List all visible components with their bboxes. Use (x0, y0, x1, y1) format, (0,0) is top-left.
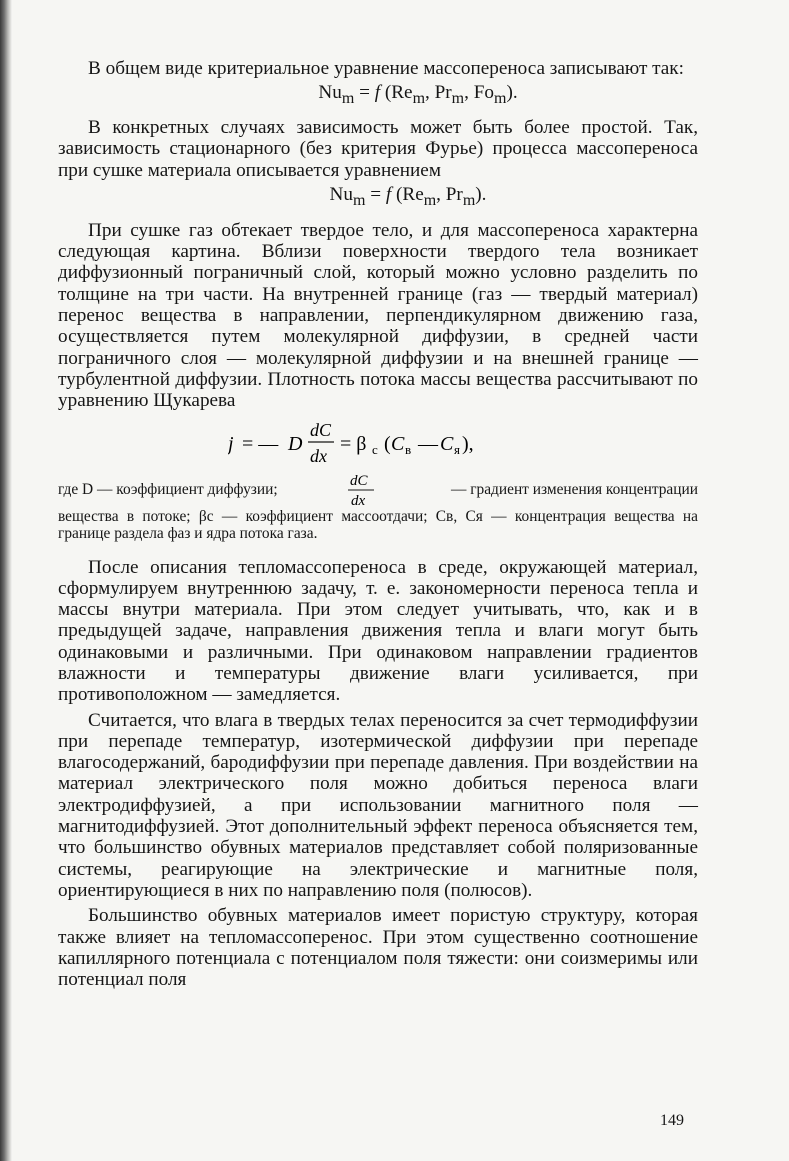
svg-text:= β: = β (340, 432, 367, 455)
svg-text:dC: dC (310, 419, 332, 440)
svg-text:C: C (391, 432, 405, 455)
formula-num-re-pr-fo: $Nu_m = f$ ($Re_m$, $Pr_m$, $Fo_m$). (318, 82, 518, 108)
page-body (58, 58, 698, 990)
formula-shchukarev (58, 418, 698, 470)
svg-text:dC: dC (350, 472, 368, 489)
paragraph-internal-problem: После описания тепломассопереноса в среде, окружающей материал, сформулируем внутреннюю задачу, т. е. закономерности переноса тепла и массы внутри материала. При этом следует учитывать, что, как и в предыдущей задаче, направления движения тепла и влаги могут быть одинаковыми и различными. При одинаковом направлении градиентов влажности и температуры движение влаги усиливается, при противоположном — замедляется. (58, 556, 698, 706)
formula-num-re-pr: $Nu_m = f$ ($Re_m$, $Pr_m$). (329, 184, 487, 209)
paragraph-criterial-equation: В общем виде критериальное уравнение массопереноса записывают так: (88, 58, 684, 79)
svg-text:dx: dx (310, 445, 327, 466)
footnote-lead: где D — коэффициент диффузии; (58, 480, 278, 498)
svg-text:dx: dx (351, 492, 366, 508)
paragraph-drying-gas: При сушке газ обтекает твердое тело, и для массопереноса характерна следующая картина. Вблизи поверхности твердого тела возникает диффузионный пограничный слой, который можно условно разделить по толщине на три части. На внутренней границе (газ — твердый материал) перенос вещества в направлении, перпендикулярном движению газа, осуществляется путем молекулярной диффузии, в средней части пограничного слоя — молекулярной диффузии и на внешней границе — турбулентной диффузии. Плотность потока массы вещества рассчитывают по уравнению Щукарева (58, 219, 698, 412)
paragraph-porous-structure: Большинство обувных материалов имеет пористую структуру, которая также влияет на тепломассоперенос. При этом существенно соотношение капиллярного потенциала с потенциалом поля тяжести: они соизмеримы или потенциал поля (58, 905, 698, 991)
svg-text:—: — (418, 432, 438, 455)
footnote-definitions (58, 472, 698, 543)
svg-text:= —: = — (242, 432, 279, 455)
svg-text:c: c (372, 441, 378, 457)
svg-text:я: я (454, 441, 460, 457)
footnote-rest: вещества в потоке; βc — коэффициент массоотдачи; Cв, Cя — концентрация вещества на границе раздела фаз и ядра потока газа. (58, 507, 698, 543)
paragraph-moisture-transfer: Считается, что влага в твердых телах переносится за счет термодиффузии при перепаде температур, изотермической диффузии при перепаде влагосодержаний, бародиффузии при перепаде давления. При воздействии на материал электрического поля можно добиться переноса влаги электродиффузией, а при использовании магнитного поля — магнитодиффузией. Этот дополнительный эффект переноса объясняется тем, что большинство обувных материалов представляет собой поляризованные системы, реагирующие на электрические и магнитные поля, ориентирующиеся в них по направлению поля (полюсов). (58, 709, 698, 901)
shchukarev-equation-graphic (228, 418, 528, 470)
svg-text:(: ( (384, 432, 391, 455)
paragraph-specific-cases: В конкретных случаях зависимость может быть более простой. Так, зависимость стационарного (без критерия Фурье) процесса массопереноса при сушке материала описывается уравнением (58, 117, 698, 181)
svg-text:C: C (440, 432, 454, 455)
svg-text:D: D (288, 432, 303, 455)
binding-edge (0, 0, 12, 1161)
svg-text:j: j (228, 432, 234, 455)
svg-text:),: ), (462, 432, 474, 455)
gradient-fraction (344, 472, 384, 508)
footnote-first-line (58, 472, 698, 508)
page-number: 149 (660, 1112, 684, 1129)
footnote-mid: — градиент изменения концентрации (450, 480, 698, 498)
svg-text:в: в (405, 441, 412, 457)
